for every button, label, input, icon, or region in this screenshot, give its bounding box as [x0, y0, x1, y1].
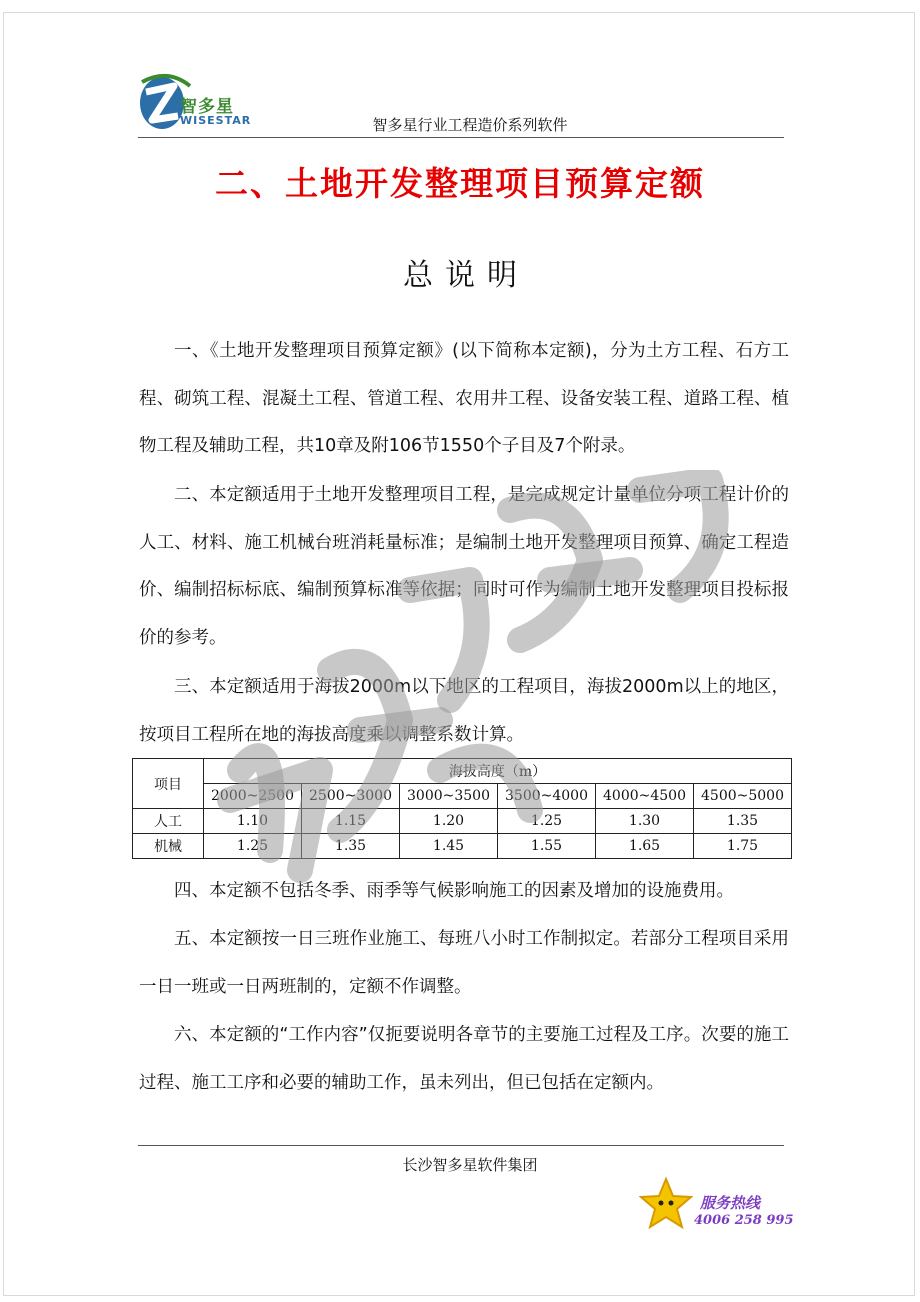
range-header: 4500~5000	[694, 784, 792, 809]
table-cell: 1.35	[694, 809, 792, 834]
row-label: 人工	[133, 809, 204, 834]
header-series-title: 智多星行业工程造价系列软件	[372, 116, 568, 134]
logo-text-en: WISESTAR	[180, 114, 252, 127]
paragraph-3: 三、本定额适用于海拔2000m以下地区的工程项目，海拔2000m以上的地区，按项目工程所在地的海拔高度乘以调整系数计算。	[139, 677, 789, 745]
altitude-coefficient-table	[132, 758, 792, 859]
table-cell: 1.75	[694, 834, 792, 859]
hotline-number: 4006 258 995	[694, 1213, 794, 1228]
range-header: 2000~2500	[204, 784, 302, 809]
paragraph-4: 四、本定额不包括冬季、雨季等气候影响施工的因素及增加的设施费用。	[174, 881, 734, 901]
range-header: 2500~3000	[302, 784, 400, 809]
table-row	[133, 834, 792, 859]
paragraph-1: 一、《土地开发整理项目预算定额》(以下简称本定额)，分为土方工程、石方工程、砌筑工程、混凝土工程、管道工程、农用井工程、设备安装工程、道路工程、植物工程及辅助工程，共10章及附106节1550个子目及7个附录。	[139, 341, 789, 456]
table-row	[133, 809, 792, 834]
range-header: 3000~3500	[400, 784, 498, 809]
table-cell: 1.20	[400, 809, 498, 834]
logo-text-cn: 智多星	[180, 97, 234, 117]
table-corner-header: 项目	[133, 759, 204, 809]
table-cell: 1.30	[596, 809, 694, 834]
table-cell: 1.10	[204, 809, 302, 834]
table-group-header: 海拔高度（m）	[204, 759, 792, 784]
table-cell: 1.25	[204, 834, 302, 859]
table-cell: 1.15	[302, 809, 400, 834]
table-cell: 1.45	[400, 834, 498, 859]
row-label: 机械	[133, 834, 204, 859]
table-cell: 1.25	[498, 809, 596, 834]
table-cell: 1.35	[302, 834, 400, 859]
table-cell: 1.65	[596, 834, 694, 859]
hotline-label: 服务热线	[700, 1194, 761, 1212]
range-header: 4000~4500	[596, 784, 694, 809]
range-header: 3500~4000	[498, 784, 596, 809]
document-title: 二、土地开发整理项目预算定额	[215, 164, 705, 203]
paragraph-6: 六、本定额的“工作内容”仅扼要说明各章节的主要施工过程及工序。次要的施工过程、施工工序和必要的辅助工作，虽未列出，但已包括在定额内。	[139, 1025, 789, 1093]
table-range-row	[133, 784, 792, 809]
footer-divider	[138, 1145, 784, 1146]
paragraph-2: 二、本定额适用于土地开发整理项目工程，是完成规定计量单位分项工程计价的人工、材料、施工机械台班消耗量标准；是编制土地开发整理项目预算、确定工程造价、编制招标标底、编制预算标准等依据；同时可作为编制土地开发整理项目投标报价的参考。	[139, 485, 789, 648]
header-divider	[138, 137, 784, 138]
table-cell: 1.55	[498, 834, 596, 859]
table-header-row	[133, 759, 792, 784]
paragraph-5: 五、本定额按一日三班作业施工、每班八小时工作制拟定。若部分工程项目采用一日一班或一日两班制的，定额不作调整。	[139, 929, 789, 997]
section-subtitle: 总说明	[403, 258, 529, 293]
footer-company: 长沙智多星软件集团	[402, 1156, 538, 1174]
star-icon	[638, 1176, 694, 1232]
